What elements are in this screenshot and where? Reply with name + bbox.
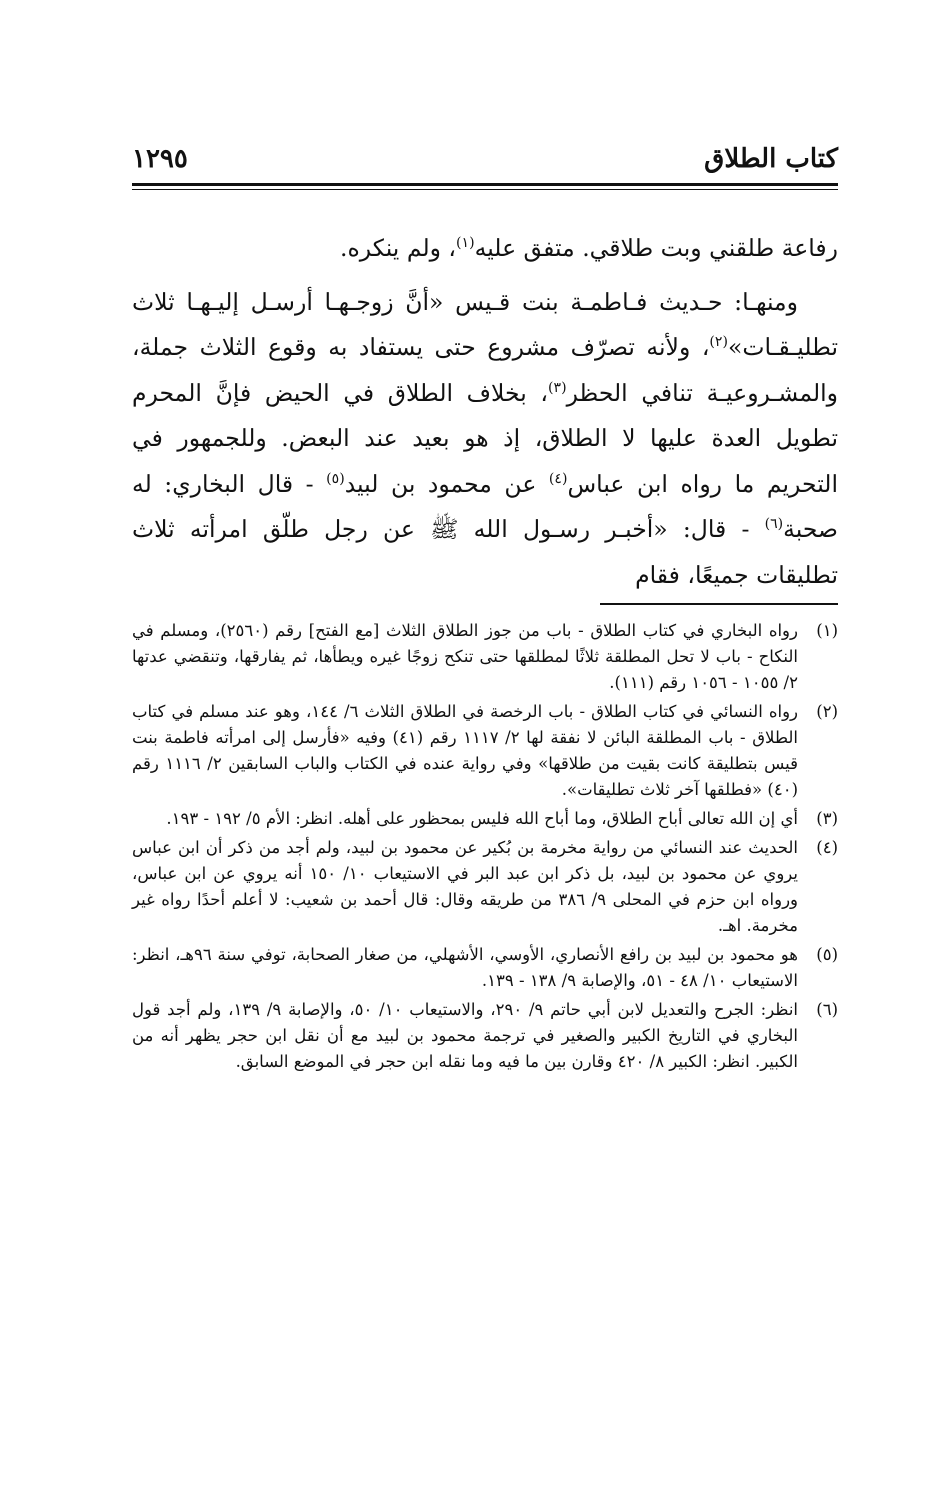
header-rule-thick: [132, 183, 838, 186]
text-run: ، ولم ينكره.: [339, 234, 457, 262]
footnote-text: أي إن الله تعالى أباح الطلاق، وما أباح الله فليس بمحظور على أهله. انظر: الأم ٥/ ١٩٢ - ١٩٣.: [166, 809, 798, 828]
footnote-text: رواه النسائي في كتاب الطلاق - باب الرخصة في الطلاق الثلاث ٦/ ١٤٤، وهو عند مسلم في كتاب الطلاق - باب المطلقة البائن لا نفقة لها ٢/ ١١١٧ رقم (٤١) وفيه «فأرسل إلى امرأته فاطمة بنت قيس بتطليقة كانت بقيت من طلاقها» وفي رواية عنده في الكتاب والباب السابقين ٢/ ١١١٦ رقم (٤٠) «فطلقها آخر ثلاث تطليقات».: [132, 702, 799, 799]
footnotes: [132, 618, 838, 1078]
footnote-mark: (٥): [816, 945, 838, 964]
footnote-mark: (١): [816, 621, 838, 640]
main-text: [132, 226, 838, 598]
footnote-ref-5: (٥): [326, 470, 345, 487]
text-run: - قال: «أخبـر رسـول الله ﷺ عن رجل طلّق امرأته ثلاث تطليقات جميعًا، فقام: [132, 515, 838, 589]
footnote-mark: (٦): [816, 1000, 838, 1019]
footnote-5: [132, 942, 838, 994]
footnote-mark: (٤): [816, 838, 838, 857]
footnote-text: الحديث عند النسائي من رواية مخرمة بن بُكير عن محمود بن لبيد، ولم أجد من ذكر أن ابن عباس يروي عن محمود بن لبيد، بل ذكر ابن عبد البر في الاستيعاب ١٠/ ١٥٠ أنه يروي عن ابن عباس، ورواه ابن حزم في المحلى ٩/ ٣٨٦ من طريقه وقال: قال أحمد بن شعيب: لا أعلم أحدًا رواه غير مخرمة. اهـ.: [132, 838, 799, 935]
chapter-title: كتاب الطلاق: [704, 144, 838, 174]
text-run: عن محمود بن لبيد: [344, 469, 549, 498]
footnote-mark: (٢): [816, 702, 838, 721]
running-header: [132, 140, 838, 182]
text-run: - قال البخاري: له صحبة: [132, 469, 838, 543]
footnote-ref-2: (٢): [709, 334, 728, 351]
footnote-6: [132, 997, 838, 1075]
footnote-text: رواه البخاري في كتاب الطلاق - باب من جوز الطلاق الثلاث [مع الفتح] رقم (٢٥٦٠)، ومسلم في النكاح - باب لا تحل المطلقة ثلاثًا لمطلقها حتى تنكح زوجًا غيره ويطأها، ثم يفارقها، وتنقضي عدتها ٢/ ١٠٥٥ - ١٠٥٦ رقم (١١١).: [132, 621, 798, 692]
footnote-separator: [600, 603, 838, 605]
paragraph-1: [132, 226, 838, 272]
footnote-1: [132, 618, 838, 696]
header-rule-thin: [132, 189, 838, 190]
footnote-ref-4: (٤): [548, 470, 568, 487]
footnote-text: انظر: الجرح والتعديل لابن أبي حاتم ٩/ ٢٩٠، والاستيعاب ١٠/ ٥٠، والإصابة ٩/ ١٣٩، ولم أجد قول البخاري في التاريخ الكبير والصغير في ترجمة محمود بن لبيد مع أن نقل ابن حجر يظهر أنه من الكبير. انظر: الكبير ٨/ ٤٢٠ وقارن بين ما فيه وما نقله ابن حجر في الموضع السابق.: [132, 1000, 799, 1071]
footnote-ref-6: (٦): [764, 516, 784, 533]
text-run: رفاعة طلقني وبت طلاقي. متفق عليه: [474, 234, 838, 262]
text-run: ، ولأنه تصرّف مشروع حتى يستفاد به وقوع الثلاث جملة، والمشـروعيـة تنافي الحظر: [132, 333, 838, 407]
footnote-text: هو محمود بن لبيد بن رافع الأنصاري، الأوسي، الأشهلي، من صغار الصحابة، توفي سنة ٩٦هـ، انظر: الاستيعاب ١٠/ ٤٨ - ٥١، والإصابة ٩/ ١٣٨ - ١٣٩.: [132, 945, 798, 990]
text-run: ، بخلاف الطلاق في الحيض فإنَّ المحرم تطويل العدة عليها لا الطلاق، إذ هو بعيد عند البعض. وللجمهور في التحريم ما رواه ابن عباس: [132, 378, 838, 498]
footnote-4: [132, 835, 838, 939]
footnote-mark: (٣): [816, 809, 838, 828]
footnote-2: [132, 699, 838, 803]
footnote-ref-1: (١): [456, 235, 475, 252]
page-number: ١٢٩٥: [132, 144, 188, 174]
footnote-ref-3: (٣): [548, 379, 567, 396]
footnote-3: [132, 806, 838, 832]
paragraph-2: [132, 280, 838, 599]
text-run: ومنهـا: حـديث فـاطمـة بنت قـيس «أنَّ زوجـهـا أرسـل إليـهـا ثلاث تطليـقـات»: [132, 287, 838, 361]
